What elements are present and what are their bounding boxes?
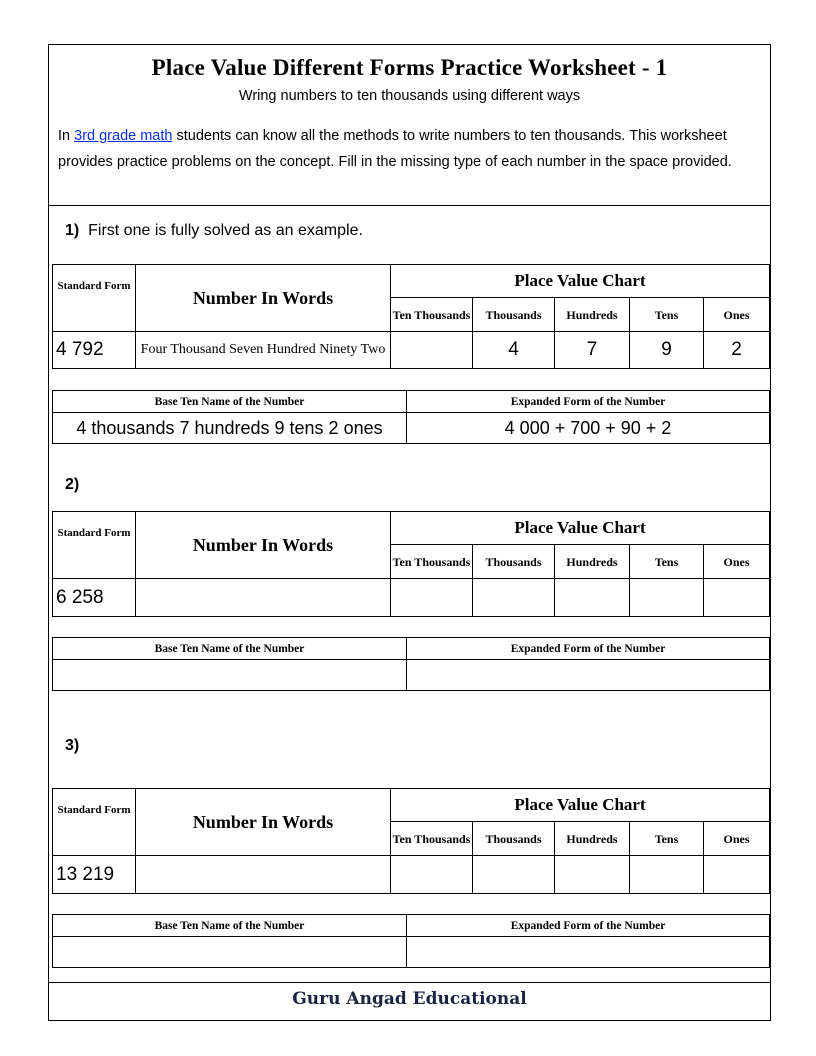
number-in-words-header: Number In Words bbox=[136, 512, 391, 579]
base-ten-name-header: Base Ten Name of the Number bbox=[53, 915, 407, 937]
place-value-chart-header: Place Value Chart bbox=[391, 265, 770, 298]
hundreds-header: Hundreds bbox=[555, 298, 630, 332]
number-in-words-header: Number In Words bbox=[136, 265, 391, 332]
standard-form-value: 13 219 bbox=[53, 856, 136, 894]
base-ten-name-header: Base Ten Name of the Number bbox=[53, 638, 407, 660]
footer-brand: Guru Angad Educational bbox=[292, 989, 527, 1009]
place-value-table-1 bbox=[52, 264, 770, 369]
question-number: 3) bbox=[65, 737, 80, 754]
thousands-header: Thousands bbox=[473, 298, 555, 332]
worksheet-title: Place Value Different Forms Practice Worksheet - 1 bbox=[151, 55, 668, 80]
tens-header: Tens bbox=[630, 545, 704, 579]
number-in-words-header: Number In Words bbox=[136, 789, 391, 856]
question-number: 2) bbox=[65, 476, 80, 493]
expanded-form-input[interactable] bbox=[407, 937, 770, 968]
base-ten-table-3 bbox=[52, 914, 770, 968]
standard-form-value: 6 258 bbox=[53, 579, 136, 617]
expanded-form-header: Expanded Form of the Number bbox=[407, 638, 770, 660]
hundreds-input[interactable] bbox=[555, 856, 630, 894]
ones-header: Ones bbox=[704, 298, 770, 332]
number-in-words-value: Four Thousand Seven Hundred Ninety Two bbox=[136, 332, 391, 369]
worksheet-page bbox=[48, 44, 771, 1021]
place-value-table-2 bbox=[52, 511, 770, 617]
standard-form-header: Standard Form bbox=[53, 789, 136, 856]
thousands-header: Thousands bbox=[473, 822, 555, 856]
ten-thousands-input[interactable] bbox=[391, 856, 473, 894]
question-number: 1) bbox=[65, 222, 80, 239]
question-2-label bbox=[65, 476, 79, 494]
thousands-value: 4 bbox=[473, 332, 555, 369]
number-in-words-input[interactable] bbox=[136, 579, 391, 617]
base-ten-table-1 bbox=[52, 390, 770, 444]
base-ten-name-input[interactable] bbox=[53, 937, 407, 968]
tens-value: 9 bbox=[630, 332, 704, 369]
base-ten-table-2 bbox=[52, 637, 770, 691]
question-instruction: First one is fully solved as an example. bbox=[88, 222, 363, 239]
ones-input[interactable] bbox=[704, 579, 770, 617]
ones-header: Ones bbox=[704, 822, 770, 856]
expanded-form-header: Expanded Form of the Number bbox=[407, 915, 770, 937]
grade-math-link[interactable]: 3rd grade math bbox=[74, 128, 173, 144]
ones-input[interactable] bbox=[704, 856, 770, 894]
ten-thousands-header: Ten Thousands bbox=[391, 298, 473, 332]
standard-form-header: Standard Form bbox=[53, 512, 136, 579]
intro-text: students can know all the methods to write numbers to ten thousands. This worksheet provides practice problems on the concept. Fill in the missing type of each number in the space provided. bbox=[58, 128, 732, 170]
tens-input[interactable] bbox=[630, 856, 704, 894]
expanded-form-value: 4 000 + 700 + 90 + 2 bbox=[407, 413, 770, 444]
tens-input[interactable] bbox=[630, 579, 704, 617]
base-ten-name-value: 4 thousands 7 hundreds 9 tens 2 ones bbox=[53, 413, 407, 444]
place-value-chart-header: Place Value Chart bbox=[391, 512, 770, 545]
worksheet-subtitle: Wring numbers to ten thousands using different ways bbox=[238, 88, 581, 104]
footer-divider bbox=[49, 982, 770, 983]
question-3-label bbox=[65, 737, 79, 755]
tens-header: Tens bbox=[630, 822, 704, 856]
standard-form-value: 4 792 bbox=[53, 332, 136, 369]
ten-thousands-value bbox=[391, 332, 473, 369]
ten-thousands-input[interactable] bbox=[391, 579, 473, 617]
base-ten-name-header: Base Ten Name of the Number bbox=[53, 391, 407, 413]
ones-header: Ones bbox=[704, 545, 770, 579]
question-1-label bbox=[65, 222, 363, 240]
intro-prefix: In bbox=[58, 128, 75, 144]
hundreds-input[interactable] bbox=[555, 579, 630, 617]
tens-header: Tens bbox=[630, 298, 704, 332]
expanded-form-header: Expanded Form of the Number bbox=[407, 391, 770, 413]
ten-thousands-header: Ten Thousands bbox=[391, 822, 473, 856]
intro-divider bbox=[49, 205, 770, 206]
base-ten-name-input[interactable] bbox=[53, 660, 407, 691]
hundreds-header: Hundreds bbox=[555, 545, 630, 579]
thousands-input[interactable] bbox=[473, 856, 555, 894]
standard-form-header: Standard Form bbox=[53, 265, 136, 332]
thousands-input[interactable] bbox=[473, 579, 555, 617]
hundreds-header: Hundreds bbox=[555, 822, 630, 856]
place-value-table-3 bbox=[52, 788, 770, 894]
thousands-header: Thousands bbox=[473, 545, 555, 579]
expanded-form-input[interactable] bbox=[407, 660, 770, 691]
ones-value: 2 bbox=[704, 332, 770, 369]
ten-thousands-header: Ten Thousands bbox=[391, 545, 473, 579]
number-in-words-input[interactable] bbox=[136, 856, 391, 894]
hundreds-value: 7 bbox=[555, 332, 630, 369]
place-value-chart-header: Place Value Chart bbox=[391, 789, 770, 822]
intro-paragraph bbox=[58, 123, 763, 175]
